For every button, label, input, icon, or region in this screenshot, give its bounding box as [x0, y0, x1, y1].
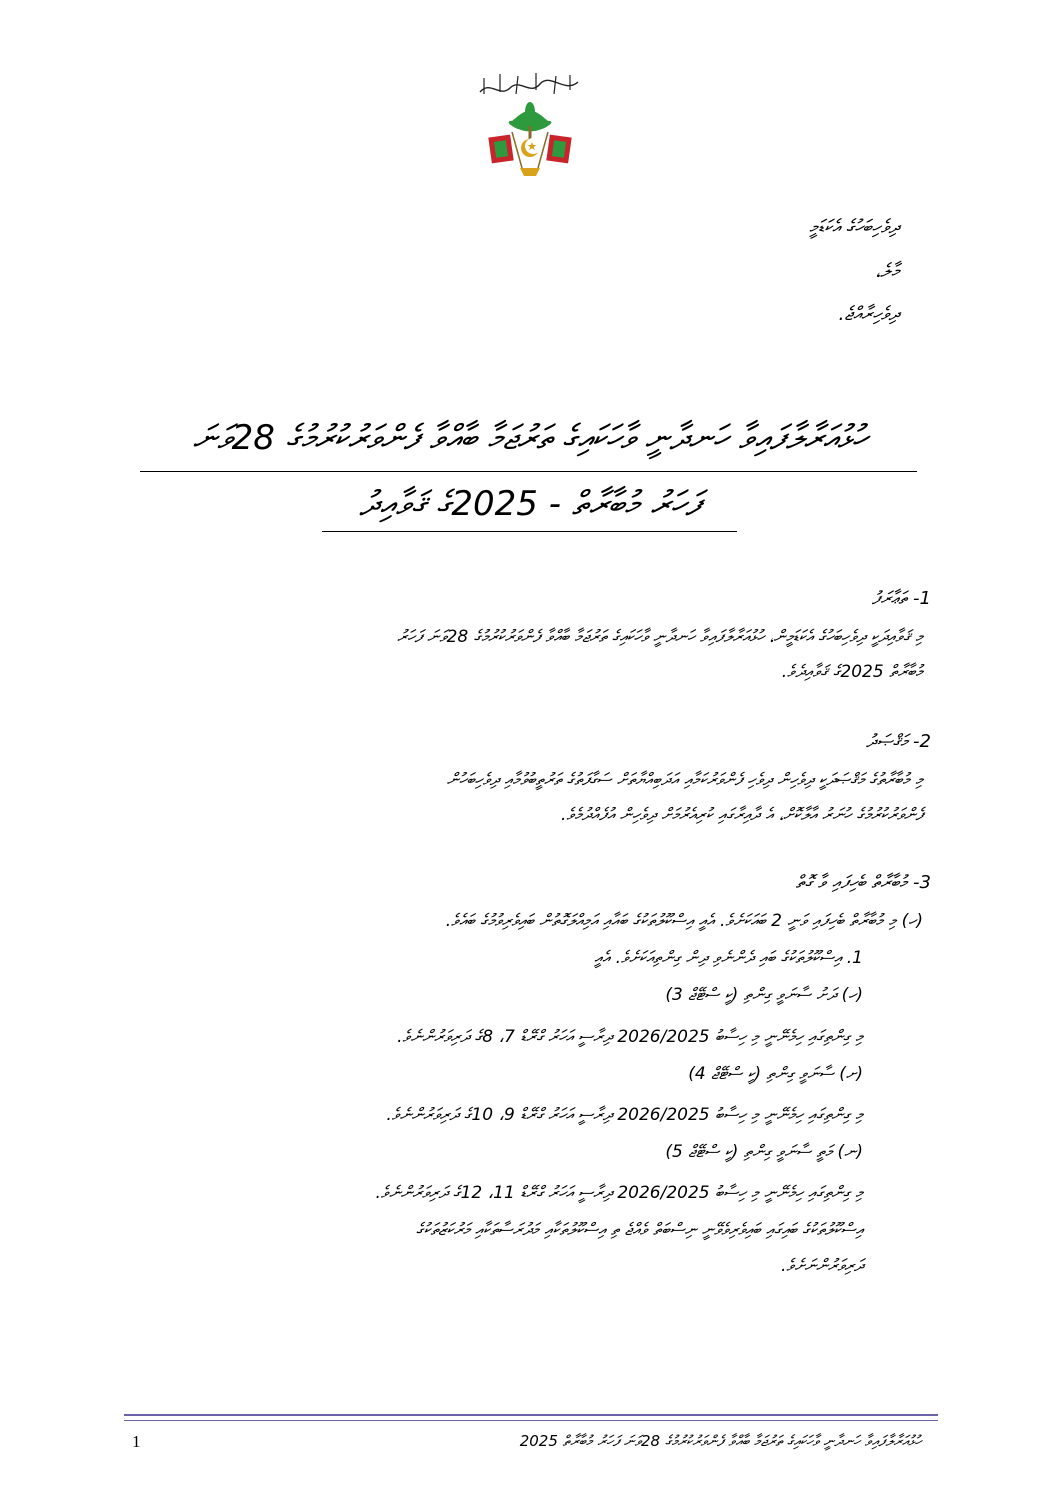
address-org: ދިވެހިބަހުގެ އެކަޑަމީ: [809, 216, 899, 238]
category-lower-secondary-desc: މި ގިންތިގައި ހިމެނޭނީ މި ހިސާބު 2026/2025 ދިރާސީ އަހަރު ގްރޭޑް 7، 8ގެ ދަރިވަރުންނެވެ.: [397, 1027, 863, 1047]
section-2-paragraph-line1: މި މުބާރާތުގެ މަޤްޞަދަކީ ދިވެހިން ދިވެހި ފެންވަރުކަމާއި އަދަބިއްޔާތަށް ސަގާފަތުގެ ތަރުތީބުވުމާއި ދިވެހިބަހުން: [446, 770, 923, 790]
category-higher-secondary-desc: މި ގިންތިގައި ހިމެނޭނީ މި ހިސާބު 2026/2025 ދިރާސީ އަހަރު ގްރޭޑް 11، 12ގެ ދަރިވަރުންނެވެ.: [375, 1183, 863, 1203]
document-title-line2: ފަހަރު މުބާރާތް - 2025ގެ ޤަވާއިދު: [359, 484, 700, 524]
document-title-line1: ހުޅުއަރާލާފައިވާ ހަނދާނީ ވާހަކައިގެ ތަރުޖަމާ ބާއްވާ ފެންވަރުކުރުމުގެ 28ވަނަ: [192, 418, 867, 458]
footer-rule: [124, 1414, 938, 1416]
title-underline-2: [322, 531, 737, 532]
category-secondary-desc: މި ގިންތިގައި ހިމެނޭނީ މި ހިސާބު 2026/2025 ދިރާސީ އަހަރު ގްރޭޑް 9، 10ގެ ދަރިވަރުންނެވެ.: [386, 1105, 863, 1125]
government-emblem: [470, 70, 590, 185]
address-country: ދިވެހިރާއްޖެ.: [838, 303, 899, 325]
footer-rule-thin: [124, 1420, 938, 1421]
page-number: 1: [132, 1432, 141, 1451]
title-underline-1: [140, 471, 917, 472]
footer-document-title: ހުޅުއަރާލާފައިވާ ހަނދާނީ ވާހަކައިގެ ތަރުޖަމާ ބާއްވާ ފެންވަރުކުރުމުގެ 28ވަނަ ފަހަރު މުބާރާތް 2025: [519, 1432, 921, 1450]
section-3-heading: 3- މުބާރާތް ބެހިފައި ވާ ގޮތް: [795, 872, 931, 893]
address-city: މާލެ،: [875, 260, 899, 282]
schools-eligibility-line2: ދަރިވަރުންނަށެވެ.: [781, 1256, 863, 1276]
section-3-subitem-1: 1. އިސްކޫލުތަކުގެ ބައި ދެންނެވި ދިން ގިންތިއަކަށެވެ. އެއީ: [594, 948, 863, 968]
emblem-graphic: [470, 70, 590, 185]
section-2-paragraph-line2: ފެންވަރުކުރުމުގެ ހުނަރު އާލާކޮށް، އެ ދާއިރާގައި ކުރިއެރުމަށް ދިވެހިން އުފެއްދުމެވެ.: [561, 805, 923, 825]
section-1-paragraph-line2: މުބާރާތް 2025ގެ ޤަވާއިދެވެ.: [781, 662, 923, 682]
section-1-heading: 1- ތަޢާރަފު: [871, 588, 931, 609]
category-lower-secondary: (ހ) ދަށު ސާނަވީ ގިންތި (ކީ ސްޓޭޖް 3): [665, 985, 863, 1005]
schools-eligibility-line1: އިސްކޫލުތަކުގެ ބައިގައި ބައިވެރިވެވޭނީ ނިސްބަތް ވެއްޖެ ތި އިސްކޫލުތަކާއި މަދުރަސާތަކާއި މަރުކަޒުތަކުގެ: [415, 1220, 863, 1240]
section-1-paragraph-line1: މި ޤަވާއިދަކީ ދިވެހިބަހުގެ އެކަޑަމީން، ހުޅުއަރާލާފައިވާ ހަނދާނީ ވާހަކައިގެ ތަރުޖަމާ ބާއްވާ ފެންވަރުކުރުމުގެ 28ވަނަ ފަހަރު: [397, 627, 923, 647]
category-higher-secondary: (ނ) މަތީ ސާނަވީ ގިންތި (ކީ ސްޓޭޖް 5): [665, 1142, 863, 1162]
section-3-item-a: (ހ) މި މުބާރާތް ބެހިފައި ވަނީ 2 ބައަކަށެވެ. އެއީ އިސްކޫލުތަކުގެ ބައާއި އަމިއްލަގޮތުން ބައިވެރިވުމުގެ ބައެވެ.: [445, 911, 923, 931]
category-secondary: (ށ) ސާނަވީ ގިންތި (ކީ ސްޓޭޖް 4): [688, 1064, 863, 1084]
section-2-heading: 2- މަޤްޞަދު: [865, 731, 931, 752]
